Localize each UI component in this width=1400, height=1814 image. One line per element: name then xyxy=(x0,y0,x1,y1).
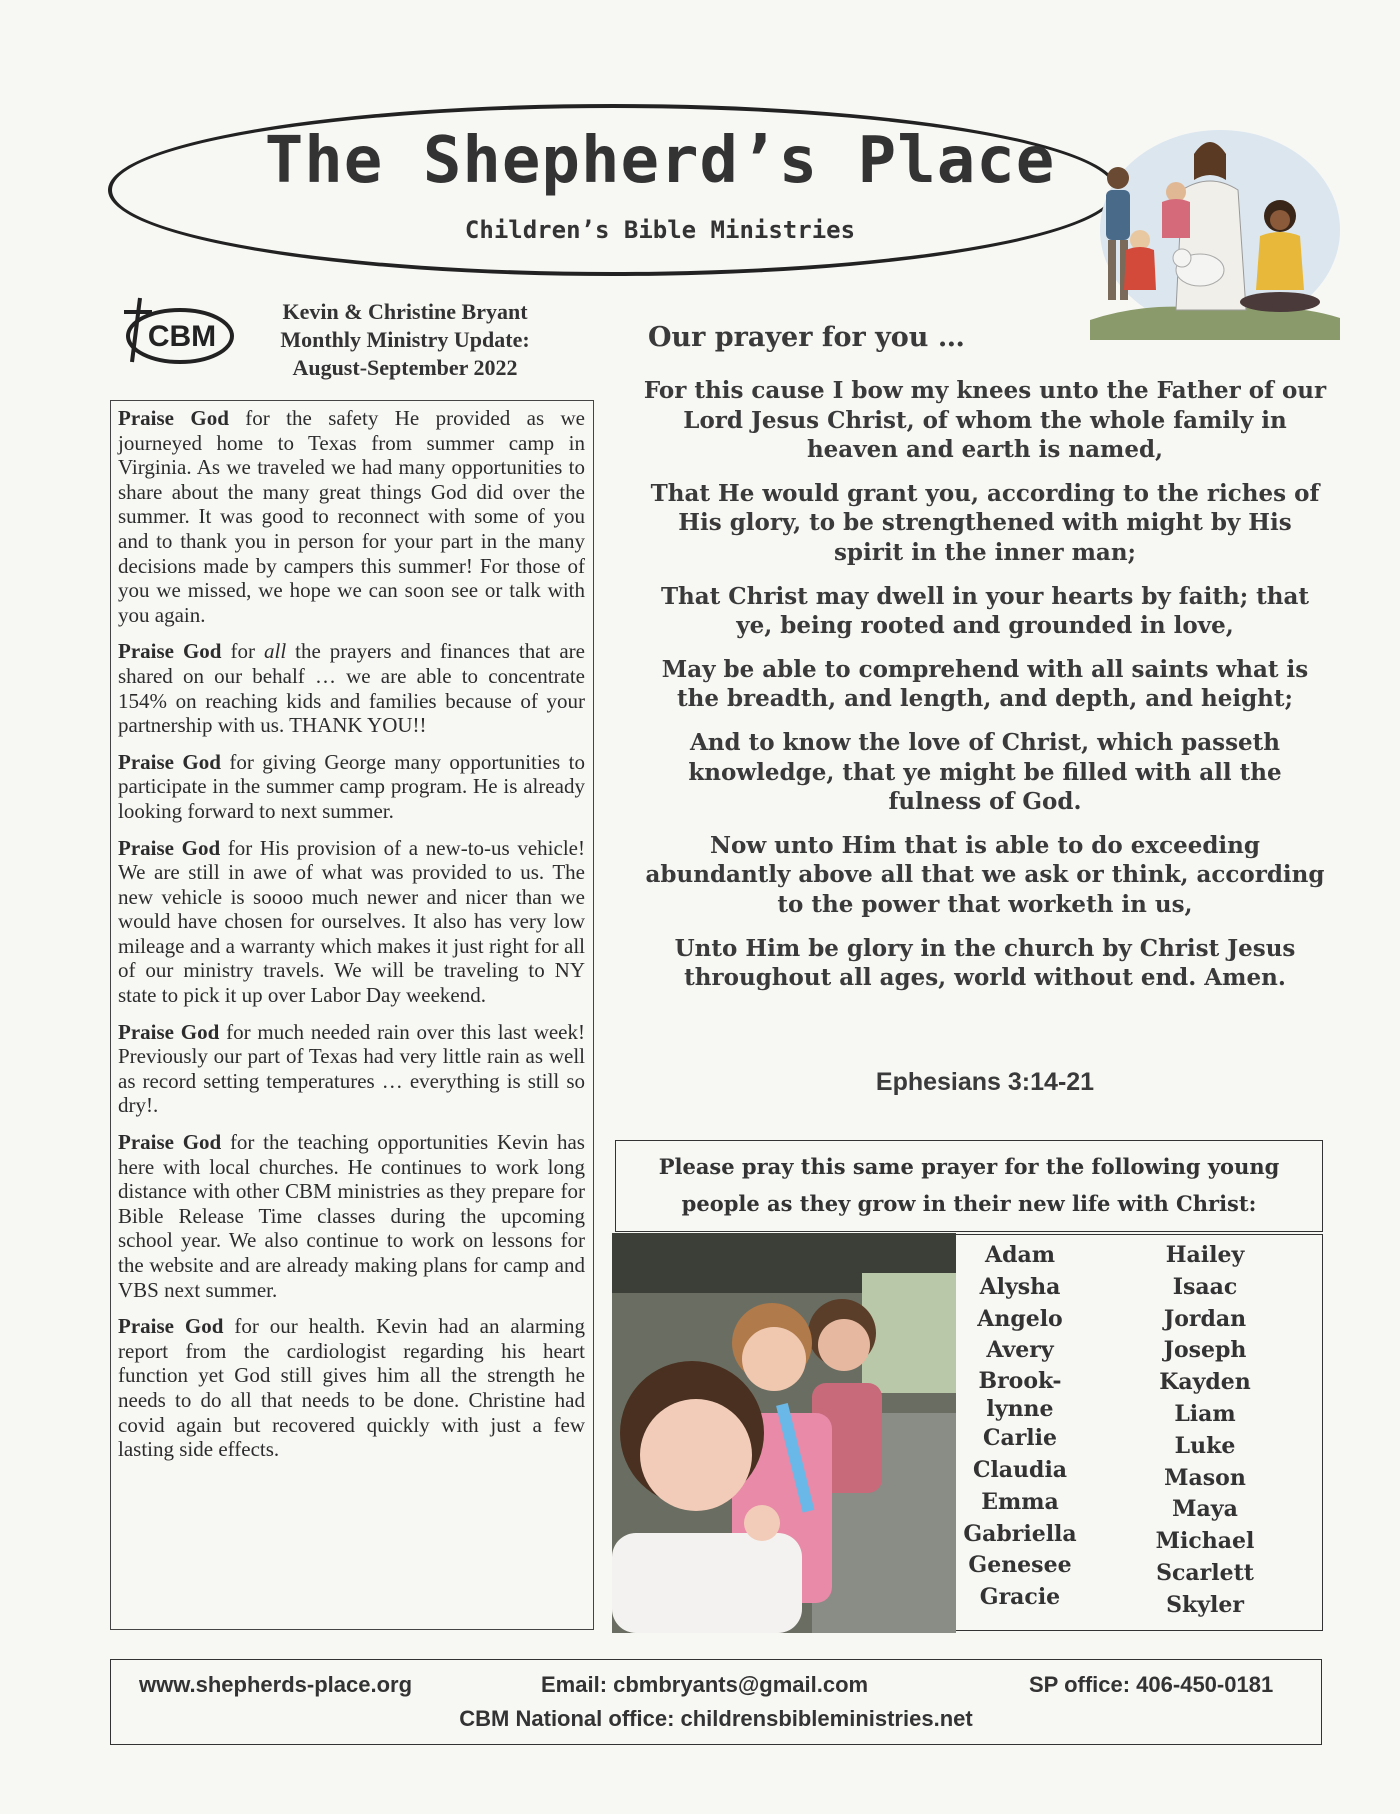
prayer-verse: That Christ may dwell in your hearts by faith; that ye, being rooted and grounded in love, xyxy=(660,582,1310,640)
young-person-name: Luke xyxy=(1174,1432,1236,1459)
young-person-name: Isaac xyxy=(1172,1273,1238,1300)
prayer-verse: Unto Him be glory in the church by Christ Jesus throughout all ages, world without end. Amen. xyxy=(674,934,1296,992)
praise-lead: Praise God xyxy=(118,1019,220,1044)
praise-emphasis: all xyxy=(263,639,287,664)
young-person-name: Gracie xyxy=(979,1584,1061,1611)
young-person-name: Adam xyxy=(985,1242,1055,1268)
praise-paragraph xyxy=(118,639,585,737)
prayer-verse: And to know the love of Christ, which passeth knowledge, that ye might be filled with all the fulness of God. xyxy=(688,728,1282,816)
young-person-name: Michael xyxy=(1155,1528,1255,1555)
names-column-1 xyxy=(940,1240,1100,1614)
prayer-verse: For this cause I bow my knees unto the Father of our Lord Jesus Christ, of whom the whole family in heaven and earth is named, xyxy=(643,377,1327,464)
names-column-2 xyxy=(1125,1240,1285,1622)
national-office-link[interactable]: CBM National office: childrensbibleministries.net xyxy=(459,1706,973,1731)
prayer-verse: Now unto Him that is able to do exceeding abundantly above all that we ask or think, according to the power that worketh in us, xyxy=(645,831,1325,918)
prayer-heading: Our prayer for you … xyxy=(648,322,965,353)
praise-lead: Praise God xyxy=(118,749,221,774)
praise-box xyxy=(110,400,594,1630)
praise-text: the prayers and finances that are shared on our behalf … we are able to concentrate 154% on reaching kids and families because of your partnership with us. THANK YOU!! xyxy=(118,639,585,738)
young-person-name: Liam xyxy=(1174,1400,1236,1427)
praise-text: for giving George many opportunities to participate in the summer camp program. He is already looking forward to next summer. xyxy=(118,749,585,823)
young-person-name: lynne xyxy=(986,1396,1054,1423)
praise-paragraph xyxy=(118,750,585,824)
young-person-name: Hailey xyxy=(1165,1242,1245,1268)
praise-lead: Praise God xyxy=(118,639,222,664)
pray-request-box xyxy=(615,1140,1323,1232)
praise-lead: Praise God xyxy=(118,1130,222,1155)
update-period: August-September 2022 xyxy=(292,355,518,380)
praise-paragraph xyxy=(118,406,585,627)
praise-paragraph xyxy=(118,1020,585,1118)
pray-request-line: people as they grow in their new life with Christ: xyxy=(681,1191,1257,1216)
update-heading xyxy=(245,298,565,382)
praise-lead: Praise God xyxy=(118,406,229,430)
young-person-name: Genesee xyxy=(968,1552,1072,1579)
praise-lead: Praise God xyxy=(118,835,221,860)
prayer-verses xyxy=(640,376,1330,1007)
prayer-verse: That He would grant you, according to the riches of His glory, to be strengthened with might by His spirit in the inner man; xyxy=(650,479,1320,566)
young-person-name: Carlie xyxy=(982,1425,1058,1452)
praise-paragraph xyxy=(118,1314,585,1462)
young-person-name: Brook- xyxy=(978,1368,1062,1395)
praise-paragraph xyxy=(118,1130,585,1302)
praise-paragraph xyxy=(118,836,585,1008)
praise-text: for much needed rain over this last week! Previously our part of Texas had very little rain as well as record setting temperatures … everything is still so dry!. xyxy=(118,1019,586,1118)
praise-lead: Praise God xyxy=(118,1314,224,1339)
praise-text: for His provision of a new-to-us vehicle! We are still in awe of what was provided to us. The new vehicle is soooo much newer and nicer than we would have chosen for ourselves. It also has very low mileage and a warranty which makes it just right for all of our ministry travels. We will be traveling to NY state to pick it up over Labor Day weekend. xyxy=(118,835,585,1008)
prayer-verse: May be able to comprehend with all saints what is the breadth, and length, and depth, and height; xyxy=(661,655,1309,713)
young-person-name: Angelo xyxy=(977,1305,1063,1332)
newsletter-title: The Shepherd’s Place xyxy=(264,124,1056,198)
young-person-name: Emma xyxy=(981,1488,1059,1515)
young-person-name: Skyler xyxy=(1166,1591,1244,1618)
contact-footer xyxy=(110,1659,1322,1745)
scripture-reference: Ephesians 3:14-21 xyxy=(875,1068,1095,1096)
website-link[interactable]: www.shepherds-place.org xyxy=(139,1672,413,1697)
praise-text: for the safety He provided as we journeyed home to Texas from summer camp in Virginia. As we traveled we had many opportunities to share about the many great things God did over the summer. It was good to reconnect with some of you and to thank you in person for your part in the many decisions made by campers this summer! For those of you we missed, we hope we can soon see or talk with you again. xyxy=(118,406,585,627)
young-person-name: Joseph xyxy=(1163,1337,1247,1364)
update-label: Monthly Ministry Update: xyxy=(280,327,530,352)
young-person-name: Scarlett xyxy=(1156,1559,1254,1586)
cbm-logo xyxy=(118,290,238,370)
young-person-name: Alysha xyxy=(979,1273,1061,1300)
young-person-name: Gabriella xyxy=(963,1520,1077,1547)
young-person-name: Mason xyxy=(1164,1464,1246,1491)
shepherd-children-illustration xyxy=(1090,120,1340,340)
cbm-logo-text: CBM xyxy=(147,320,217,353)
young-person-name: Kayden xyxy=(1159,1369,1251,1396)
young-person-name: Maya xyxy=(1172,1496,1238,1523)
email-contact[interactable]: Email: cbmbryants@gmail.com xyxy=(541,1672,869,1697)
young-person-name: Avery xyxy=(986,1337,1054,1364)
praise-text: for our health. Kevin had an alarming report from the cardiologist regarding his heart function yet God still gives him all the strength he needs to do all that needs to be done. Christine had covid again but recovered quickly with just a few lasting side effects. xyxy=(118,1314,586,1462)
office-phone: SP office: 406-450-0181 xyxy=(1029,1672,1274,1697)
young-person-name: Jordan xyxy=(1163,1305,1247,1332)
praise-text: for the teaching opportunities Kevin has here with local churches. He continues to work long distance with other CBM ministries as they prepare for Bible Release Time classes during the upcoming school year. We also continue to work on lessons for the website and are already making plans for camp and VBS next summer. xyxy=(118,1130,585,1302)
campers-photo xyxy=(612,1233,956,1633)
young-person-name: Claudia xyxy=(972,1456,1068,1483)
newsletter-subtitle: Children’s Bible Ministries xyxy=(464,216,856,244)
update-names: Kevin & Christine Bryant xyxy=(282,299,528,324)
praise-pre: for xyxy=(221,639,264,664)
pray-request-line: Please pray this same prayer for the following young xyxy=(658,1154,1280,1179)
